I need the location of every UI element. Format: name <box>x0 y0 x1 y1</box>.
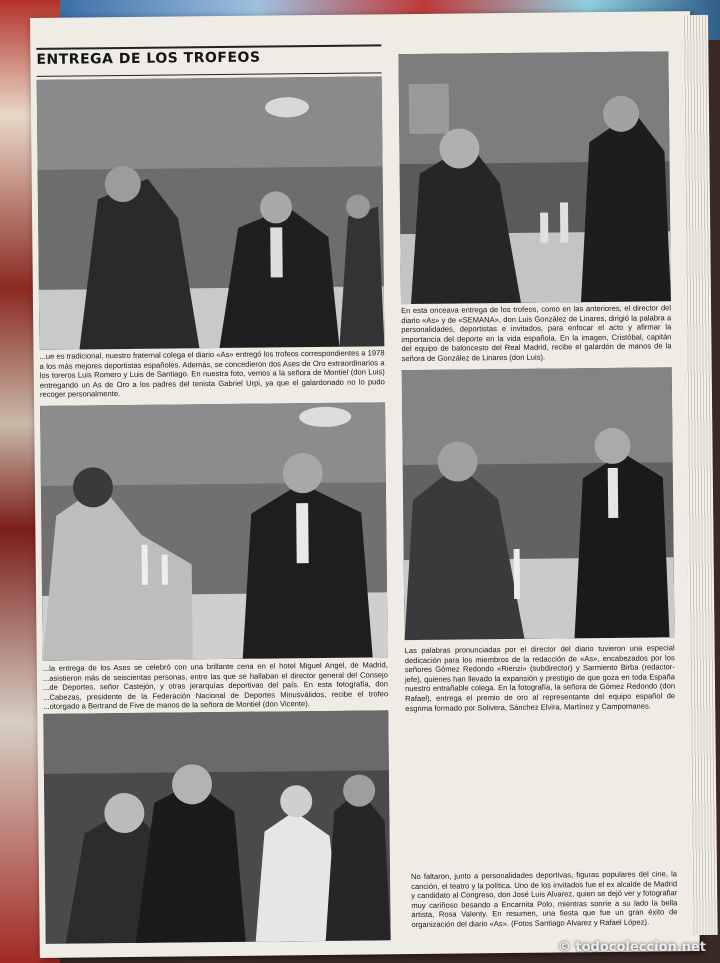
headline-top-rule <box>36 44 381 50</box>
caption-photo-5: No faltaron, junto a personalidades deportivas, figuras populares del cine, la canción, el teatro y la política. Uno de los invitados fue el ex alcalde de Madrid y candidato al Congreso, don José Luis Alvarez, quien se dejó ver y fotografiar muy cariñoso besando a Encarnita Polo, mientras sonríe a su lado la bella artista, Rosa Valenty. En resumen, una fiesta que fue un gran éxito de organización del diario «As». (Fotos Santiago Alvarez y Rafael López). <box>410 869 678 930</box>
photo-celebrities <box>43 710 390 944</box>
caption-photo-2: En esta onceava entrega de los trofeos, como en las anteriores, el director del diario «As» y de «SEMANA», don Luis González de Linares, dirigió la palabra a personalidades, deportistas e invitados, para enfocar el acto y afirmar la importancia del deporte en la vida española. En la imagen, Cristóbal, capitán del equipo de baloncesto del Real Madrid, recibe el galardón de manos de la señora de González de Linares (don Luis). <box>401 303 672 364</box>
caption-photo-1: ...ue es tradicional, nuestro fraternal colega el diario «As» entregó los trofeos correspondientes a 1978 a los más mejores deportistas españoles. Además, se concedieron dos Ases de Oro extraordinarios a los toreros Luis Romero y Luis de Santiago. En nuestra foto, vemos a la señora de Montiel (don Luis) entregando un As de Oro a los padres del tenista Gabriel Urpi, ya que el galardonado no lo pudo recoger personalmente. <box>39 348 385 400</box>
page-stack-edge <box>682 15 718 935</box>
photo-fencing-award <box>402 367 675 640</box>
caption-photo-3: ...la entrega de los Ases se celebró con una brillante cena en el hotel Miguel Angel, de Madrid, ...asistieron más de seiscientas personas, entre las que se hallaban el director general del Consejo ...de Deportes, señor Castejón, y otras jerarquías deportivas del país. En esta fotografía, don ...Cabezas, presidente de la Federación Nacional de Deportes Minusválidos, recibe el trofeo ...otorgado a Bertrand de Five de manos de la señora de Montiel (don Vicente). <box>42 660 389 712</box>
photo-handshake-trophy <box>40 402 388 661</box>
photo-basketball-captain <box>398 51 671 304</box>
watermark: © todocoleccion.net <box>557 940 706 955</box>
magazine-page <box>30 11 700 958</box>
page-headline: ENTREGA DE LOS TROFEOS <box>36 49 261 68</box>
caption-photo-4: Las palabras pronunciadas por el director del diario tuvieron una especial dedicación para los miembros de la redacción de «As», encabezados por los señores Gómez Redondo «Rienzi» (subdirector) y Sarmiento Birba (redactor-jefe), quienes han llevado la expansión y prestigio de que goza en toda España nuestro entrañable colega. En la fotografía, la señora de Gómez Redondo (don Rafael), entrega el premio de oro al representante del equipo español de esgrima formado por Solivera, Sánchez Elvira, Martínez y Campomanes. <box>404 643 676 713</box>
photo-trophy-parents <box>37 76 385 350</box>
